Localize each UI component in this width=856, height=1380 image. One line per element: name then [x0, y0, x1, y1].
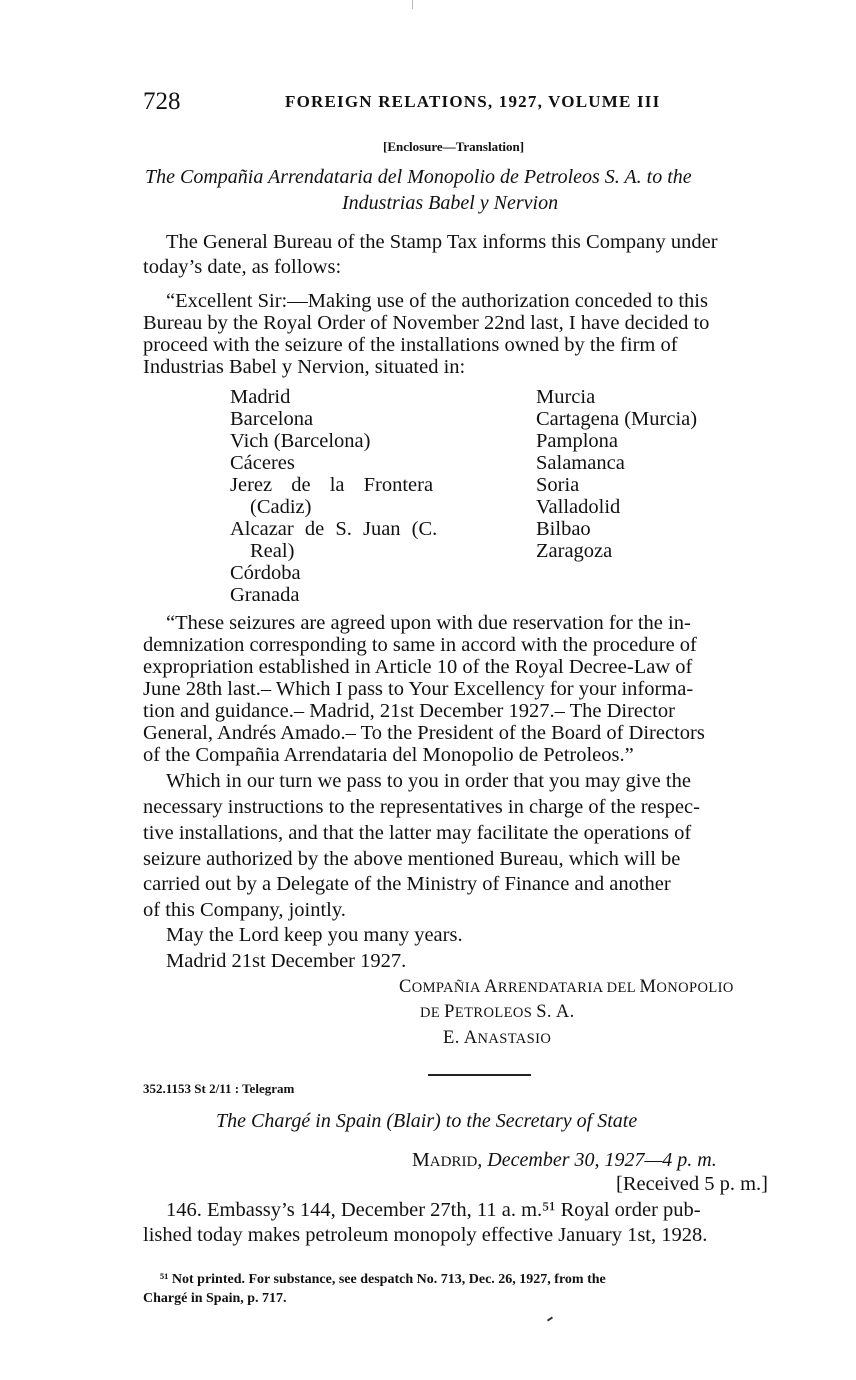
page-number: 728 — [143, 88, 181, 115]
enclosure-label: [Enclosure—Translation] — [383, 139, 525, 154]
heading-line-1: The Compañia Arrendataria del Monopolio de Petroleos S. A. to the — [145, 166, 692, 188]
telegram-file-number: 352.1153 St 2/11 : Telegram — [143, 1081, 295, 1096]
city-item: Zaragoza — [536, 540, 613, 562]
signature-name: E. ANASTASIO — [443, 1028, 552, 1048]
city-item: Alcazar de S. Juan (C. — [230, 518, 438, 540]
telegram-heading: The Chargé in Spain (Blair) to the Secretary of State — [216, 1110, 638, 1132]
signature-company-line-1: COMPAÑIA ARRENDATARIA DEL MONOPOLIO — [399, 977, 734, 997]
para2-line: Industrias Babel y Nervion, situated in: — [143, 356, 466, 378]
city-item: Pamplona — [536, 430, 618, 452]
signature-company-line-2: DE PETROLEOS S. A. — [420, 1002, 575, 1022]
city-item: Soria — [536, 474, 580, 496]
para3-line: of the Compañia Arrendataria del Monopolio de Petroleos.” — [143, 744, 634, 766]
city-item: Cáceres — [230, 452, 295, 474]
para1-line: The General Bureau of the Stamp Tax informs this Company under — [166, 231, 718, 253]
para4-line: of this Company, jointly. — [143, 899, 346, 921]
para2-line: proceed with the seizure of the installations owned by the firm of — [143, 334, 678, 356]
heading-line-2: Industrias Babel y Nervion — [342, 192, 559, 214]
para3-line: General, Andrés Amado.– To the President of the Board of Directors — [143, 722, 705, 744]
para4-line: necessary instructions to the representatives in charge of the respec- — [143, 796, 700, 818]
footnote-line: Chargé in Spain, p. 717. — [143, 1291, 287, 1306]
para4-line: carried out by a Delegate of the Ministry of Finance and another — [143, 873, 671, 895]
para3-line: “These seizures are agreed upon with due reservation for the in- — [166, 612, 691, 634]
ink-mark — [547, 1316, 553, 1321]
closing-line: May the Lord keep you many years. — [166, 924, 463, 946]
city-item: Vich (Barcelona) — [230, 430, 371, 452]
city-item: Bilbao — [536, 518, 591, 540]
city-item: Jerez de la Frontera — [230, 474, 434, 496]
para3-line: tion and guidance.– Madrid, 21st December 1927.– The Director — [143, 700, 675, 722]
city-item: Córdoba — [230, 562, 301, 584]
para4-line: seizure authorized by the above mentioned Bureau, which will be — [143, 848, 681, 870]
city-item: Salamanca — [536, 452, 625, 474]
para2-line: Bureau by the Royal Order of November 22nd last, I have decided to — [143, 312, 710, 334]
para3-line: expropriation established in Article 10 of the Royal Decree-Law of — [143, 656, 693, 678]
para4-line: Which in our turn we pass to you in order that you may give the — [166, 770, 691, 792]
running-title: FOREIGN RELATIONS, 1927, VOLUME III — [285, 92, 661, 111]
city-item-continued: Real) — [250, 540, 295, 562]
city-item-continued: (Cadiz) — [250, 496, 312, 518]
scan-mark — [412, 0, 413, 9]
para1-line: today’s date, as follows: — [143, 256, 342, 278]
footnote-line: ⁵¹ Not printed. For substance, see despatch No. 713, Dec. 26, 1927, from the — [160, 1272, 606, 1287]
city-item: Barcelona — [230, 408, 314, 430]
closing-date: Madrid 21st December 1927. — [166, 950, 407, 972]
para4-line: tive installations, and that the latter may facilitate the operations of — [143, 822, 692, 844]
city-item: Valladolid — [536, 496, 621, 518]
city-item: Madrid — [230, 386, 291, 408]
para5-line: lished today makes petroleum monopoly effective January 1st, 1928. — [143, 1224, 708, 1246]
city-item: Granada — [230, 584, 300, 606]
city-item: Cartagena (Murcia) — [536, 408, 698, 430]
para3-line: June 28th last.– Which I pass to Your Excellency for your informa- — [143, 678, 694, 700]
para3-line: demnization corresponding to same in accord with the procedure of — [143, 634, 697, 656]
section-divider — [428, 1074, 531, 1076]
para5-line: 146. Embassy’s 144, December 27th, 11 a. m.⁵¹ Royal order pub- — [166, 1199, 701, 1221]
received-note: [Received 5 p. m.] — [616, 1173, 768, 1195]
para2-line: “Excellent Sir:—Making use of the authorization conceded to this — [166, 290, 708, 312]
city-item: Murcia — [536, 386, 596, 408]
dateline: MADRID, December 30, 1927—4 p. m. — [412, 1149, 717, 1171]
